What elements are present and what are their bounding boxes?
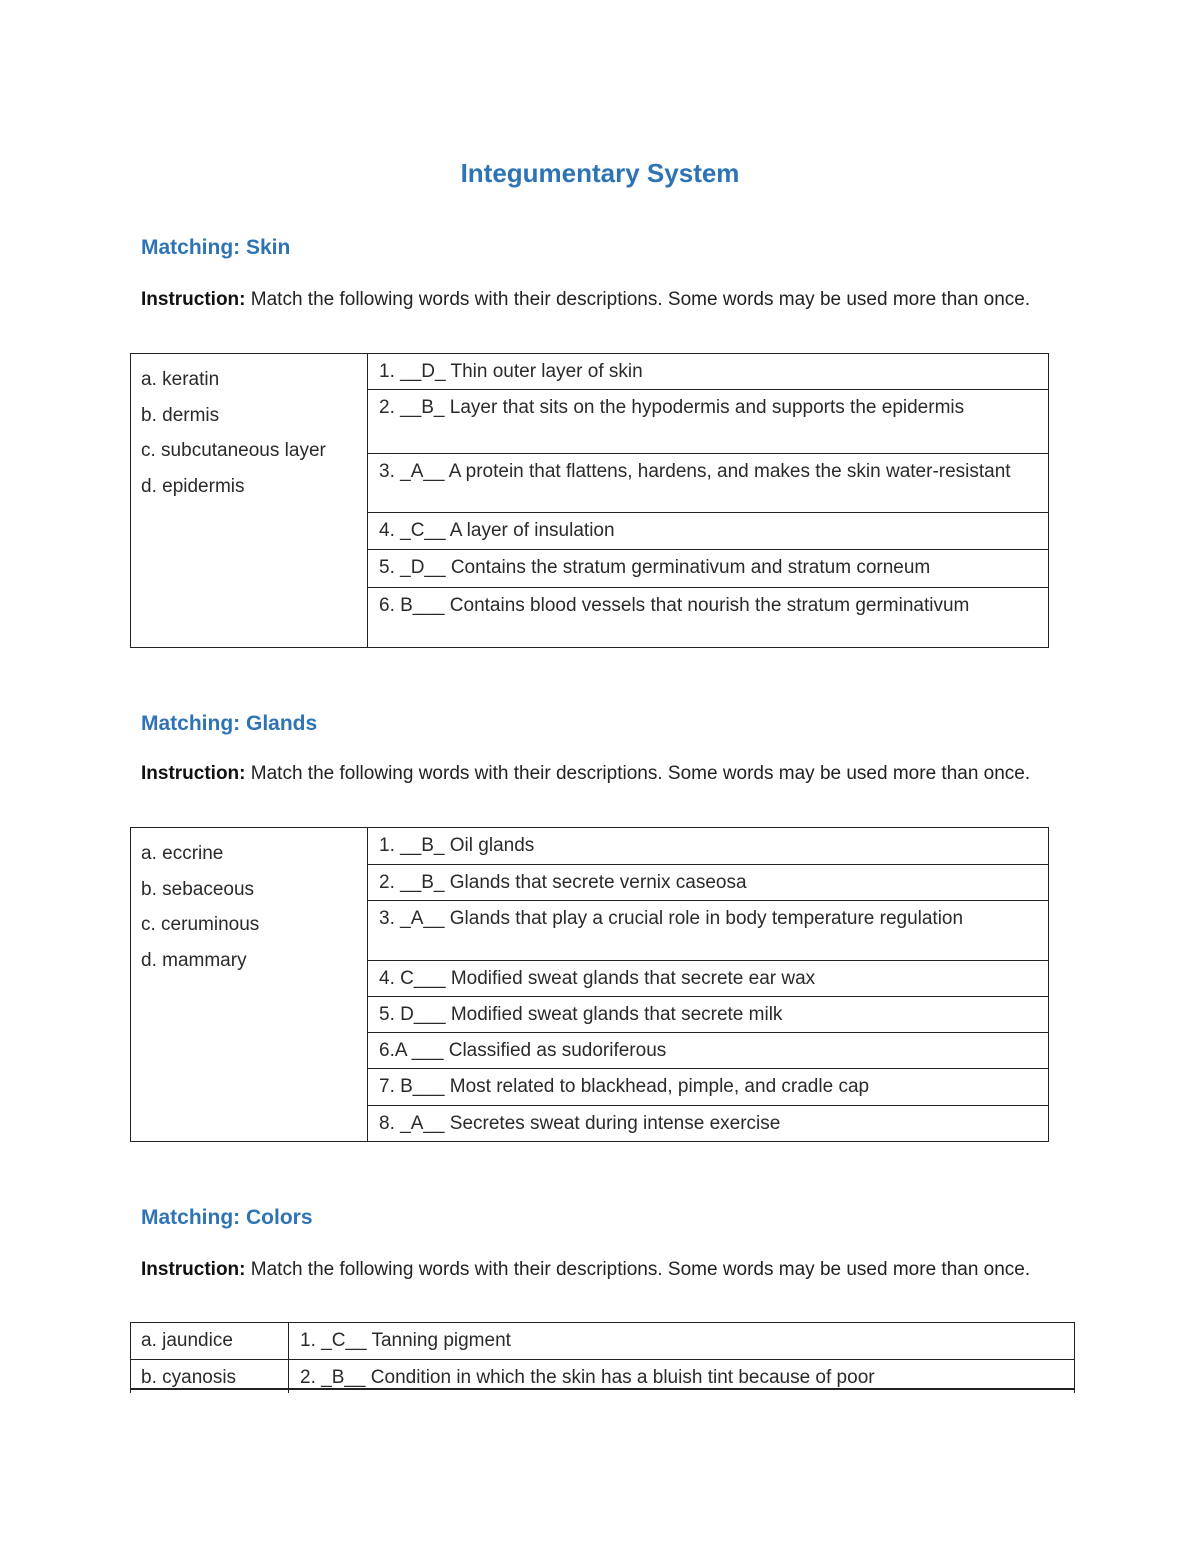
match-item-text: 3. _A__ Glands that play a crucial role in body temperature regulation	[379, 908, 964, 929]
match-item	[368, 961, 1049, 997]
word-option: d. mammary	[141, 949, 247, 971]
match-item	[368, 1106, 1049, 1142]
section-heading-glands: Matching: Glands	[141, 712, 318, 735]
match-item-text: 2. _B__ Condition in which the skin has a bluish tint because of poor	[300, 1367, 875, 1388]
instruction-label: Instruction:	[141, 1259, 246, 1280]
word-option: b. cyanosis	[141, 1367, 237, 1388]
instruction-skin	[141, 287, 1061, 312]
match-item	[368, 997, 1049, 1033]
word-option: c. ceruminous	[141, 914, 260, 935]
match-item-text: 2. __B_ Layer that sits on the hypodermis and supports the epidermis	[379, 397, 965, 418]
instruction-label: Instruction:	[141, 289, 246, 310]
match-item-text: 1. __B_ Oil glands	[379, 835, 535, 856]
match-item	[368, 865, 1049, 901]
instruction-text: Match the following words with their descriptions. Some words may be used more than once.	[250, 289, 1031, 310]
matching-table-glands	[130, 827, 1049, 1142]
word-option: d. epidermis	[141, 475, 245, 497]
match-item-text: 3. _A__ A protein that flattens, hardens, and makes the skin water-resistant	[379, 461, 1011, 482]
section-heading-skin: Matching: Skin	[141, 236, 291, 259]
word-option: c. subcutaneous layer	[141, 440, 326, 461]
match-item	[368, 901, 1049, 961]
match-item	[368, 513, 1049, 550]
word-option: a. jaundice	[141, 1330, 233, 1351]
match-item-text: 6. B___ Contains blood vessels that nourish the stratum germinativum	[379, 595, 970, 616]
match-item-text: 5. _D__ Contains the stratum germinativum and stratum corneum	[379, 557, 931, 578]
match-item-text: 8. _A__ Secretes sweat during intense exercise	[379, 1113, 781, 1134]
word-bank	[131, 828, 368, 1142]
match-item	[289, 1323, 1075, 1360]
match-item	[368, 550, 1049, 588]
match-item-text: 5. D___ Modified sweat glands that secrete milk	[379, 1004, 783, 1025]
word-option: a. keratin	[141, 369, 220, 390]
instruction-glands	[141, 761, 1061, 786]
match-item-text: 7. B___ Most related to blackhead, pimple, and cradle cap	[379, 1076, 870, 1097]
instruction-text: Match the following words with their descriptions. Some words may be used more than once.	[250, 763, 1031, 784]
match-item	[368, 1069, 1049, 1106]
word-bank	[131, 354, 368, 648]
section-heading-colors: Matching: Colors	[141, 1206, 313, 1229]
word-option-cell	[131, 1323, 289, 1360]
match-item	[368, 1033, 1049, 1069]
match-item	[368, 390, 1049, 454]
match-item-text: 4. C___ Modified sweat glands that secrete ear wax	[379, 968, 816, 989]
word-option: b. dermis	[141, 404, 220, 426]
page-cut-line	[130, 1388, 1074, 1390]
match-item	[368, 454, 1049, 513]
instruction-label: Instruction:	[141, 763, 246, 784]
match-item	[368, 588, 1049, 648]
match-item	[368, 354, 1049, 390]
match-item-text: 1. _C__ Tanning pigment	[300, 1330, 511, 1351]
match-item	[368, 828, 1049, 865]
instruction-text: Match the following words with their descriptions. Some words may be used more than once.	[250, 1259, 1031, 1280]
matching-table-skin	[130, 353, 1049, 648]
word-option: a. eccrine	[141, 843, 224, 864]
word-option: b. sebaceous	[141, 878, 255, 900]
match-item-text: 6.A ___ Classified as sudoriferous	[379, 1040, 667, 1061]
match-item-text: 4. _C__ A layer of insulation	[379, 520, 615, 541]
document-title: Integumentary System	[460, 158, 740, 188]
matching-table-colors	[130, 1322, 1075, 1393]
instruction-colors	[141, 1257, 1061, 1282]
match-item-text: 2. __B_ Glands that secrete vernix caseosa	[379, 872, 747, 893]
match-item-text: 1. __D_ Thin outer layer of skin	[379, 361, 643, 382]
